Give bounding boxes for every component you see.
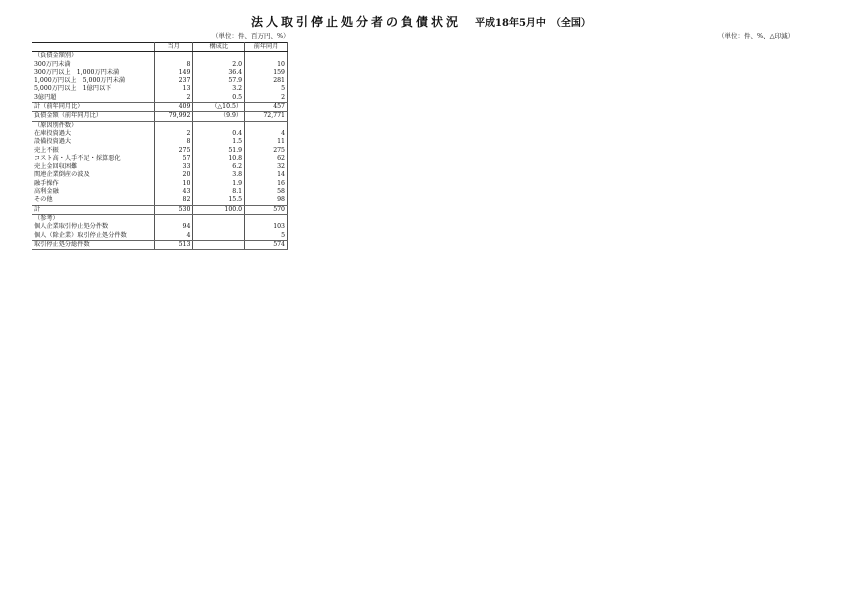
table-row: 負債金額（前年同月比） 79,992 （9.9） 72,771 [32, 112, 288, 121]
table-row: 在庫投資過大 2 0.4 4 [32, 130, 288, 138]
table-row: 取引停止処分総件数 513 574 [32, 240, 288, 249]
table-row: 売上金回収困難 33 6.2 32 [32, 163, 288, 171]
col-ratio: 構成比 [193, 43, 245, 52]
table-row: （原因別件数） [32, 121, 288, 130]
table-row: 高利金融 43 8.1 58 [32, 188, 288, 196]
negative-amount-table [32, 42, 288, 250]
table-row: 設備投資過大 8 1.5 11 [32, 138, 288, 146]
table-row: （参考） [32, 214, 288, 223]
table-row: 3億円超 2 0.5 2 [32, 94, 288, 103]
unit-right: （単位：件、%、△印減） [718, 32, 795, 40]
table-row: 計（前年同月比） 409 （△10.5） 457 [32, 103, 288, 112]
table-row: その他 82 15.5 98 [32, 196, 288, 205]
table-row: （負債金額別） [32, 52, 288, 61]
table-row: 5,000万円以上 1億円以下 13 3.2 5 [32, 85, 288, 93]
table-row: 個人企業取引停止処分件数 94 103 [32, 223, 288, 231]
table-row: コスト高・人手不足・採算悪化 57 10.8 62 [32, 155, 288, 163]
table-row: 売上不振 275 51.9 275 [32, 147, 288, 155]
unit-left: （単位：件、百万円、%） [212, 32, 290, 40]
table-row: 関連企業倒産の波及 20 3.8 14 [32, 171, 288, 179]
table-row: 300万円以上 1,000万円未満 149 36.4 159 [32, 69, 288, 77]
table-row: 融手操作 10 1.9 16 [32, 180, 288, 188]
table-row: 個人（除企業）取引停止処分件数 4 5 [32, 232, 288, 241]
page-title: 法人取引停止処分者の負債状況 平成18年5月中 （全国） [251, 15, 591, 29]
col-prev: 前年同月 [245, 43, 288, 52]
period-label: 平成18年5月中 （全国） [475, 18, 591, 29]
table-row: 300万円未満 8 2.0 10 [32, 61, 288, 69]
table-row: 1,000万円以上 5,000万円未満 237 57.9 281 [32, 77, 288, 85]
col-label [32, 43, 155, 52]
table-row: 計 530 100.0 570 [32, 205, 288, 214]
col-current: 当月 [155, 43, 193, 52]
